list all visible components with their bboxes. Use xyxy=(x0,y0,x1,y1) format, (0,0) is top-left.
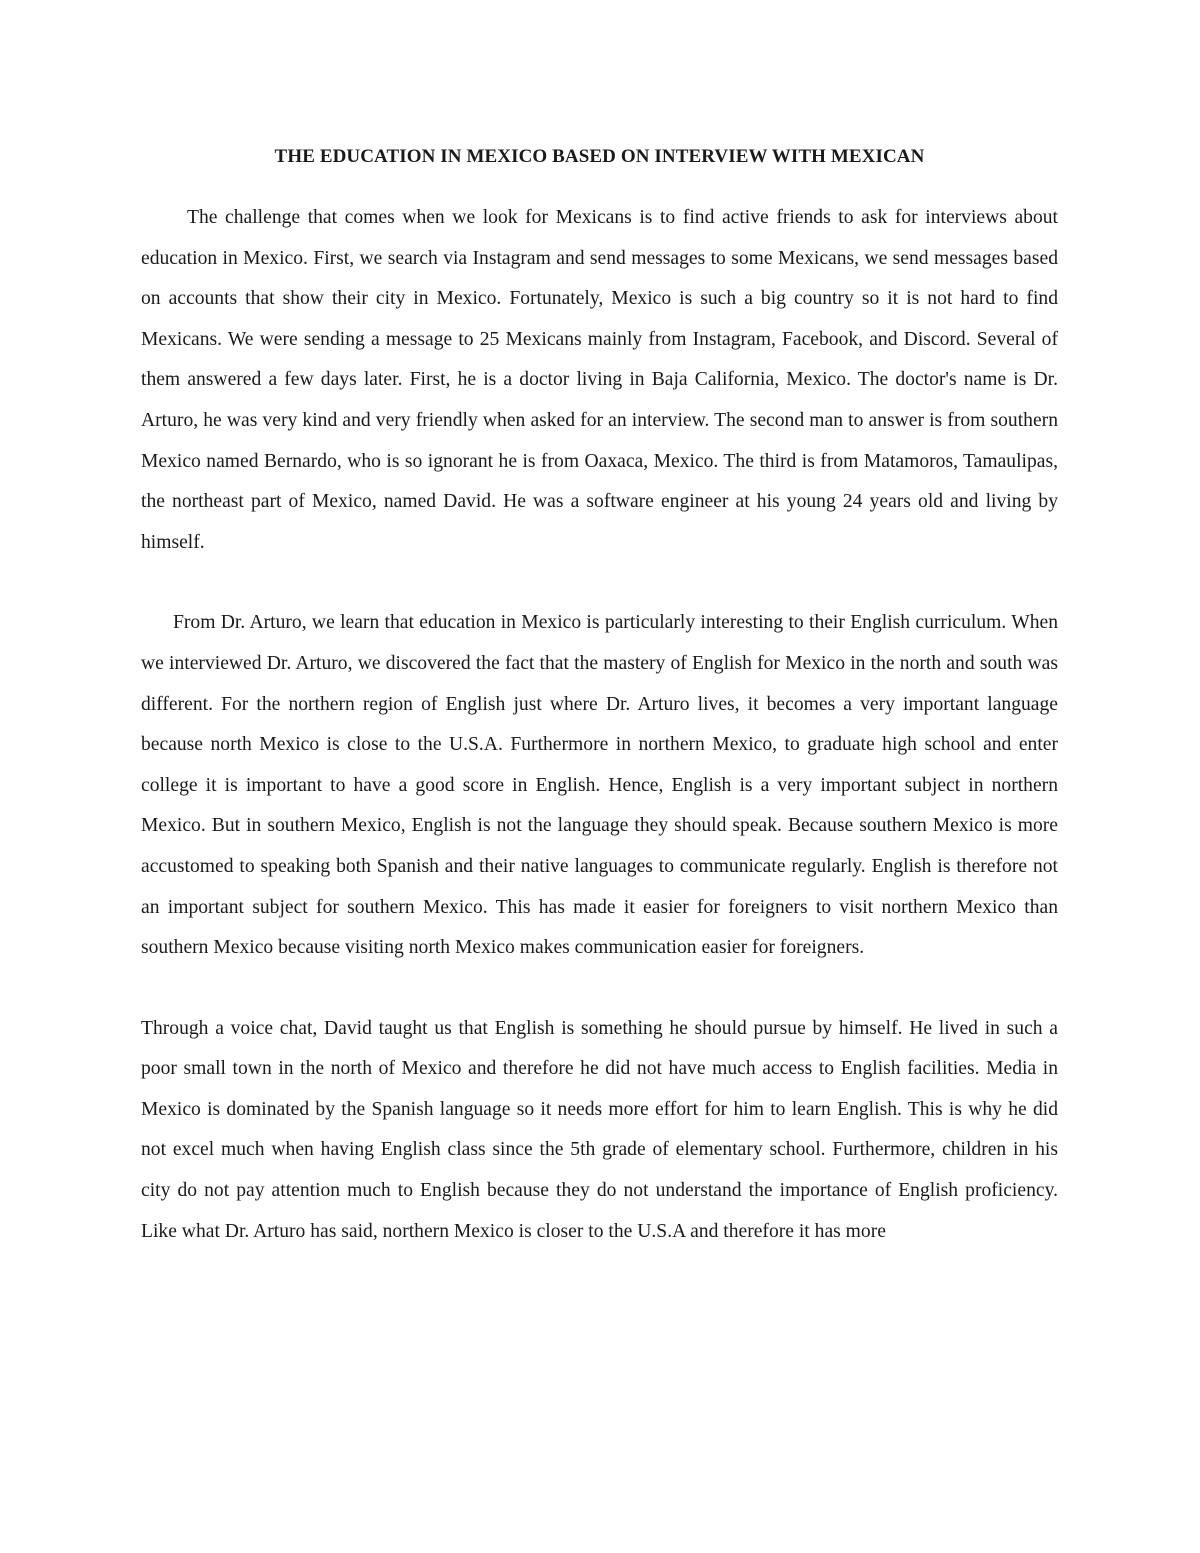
paragraph-david: Through a voice chat, David taught us that English is something he should pursue by himself. He lived in such a poor small town in the north of Mexico and therefore he did not have much access to English facilities. Media in Mexico is dominated by the Spanish language so it needs more effort for him to learn English. This is why he did not excel much when having English class since the 5th grade of elementary school. Furthermore, children in his city do not pay attention much to English because they do not understand the importance of English proficiency. Like what Dr. Arturo has said, northern Mexico is closer to the U.S.A and therefore it has more xyxy=(141,1017,1058,1242)
paragraph-dr-arturo: From Dr. Arturo, we learn that education in Mexico is particularly interesting to their English curriculum. When we interviewed Dr. Arturo, we discovered the fact that the mastery of English for Mexico in the north and south was different. For the northern region of English just where Dr. Arturo lives, it becomes a very important language because north Mexico is close to the U.S.A. Furthermore in northern Mexico, to graduate high school and enter college it is important to have a good score in English. Hence, English is a very important subject in northern Mexico. But in southern Mexico, English is not the language they should speak. Because southern Mexico is more accustomed to speaking both Spanish and their native languages to communicate regularly. English is therefore not an important subject for southern Mexico. This has made it easier for foreigners to visit northern Mexico than southern Mexico because visiting north Mexico makes communication easier for foreigners. xyxy=(141,612,1058,959)
document-title: THE EDUCATION IN MEXICO BASED ON INTERVIEW WITH MEXICAN xyxy=(274,146,925,167)
paragraph-spacer xyxy=(141,969,1058,1009)
document-page xyxy=(141,142,1058,1252)
paragraph-intro: The challenge that comes when we look for Mexicans is to find active friends to ask for interviews about education in Mexico. First, we search via Instagram and send messages to some Mexicans, we send messages based on accounts that show their city in Mexico. Fortunately, Mexico is such a big country so it is not hard to find Mexicans. We were sending a message to 25 Mexicans mainly from Instagram, Facebook, and Discord. Several of them answered a few days later. First, he is a doctor living in Baja California, Mexico. The doctor's name is Dr. Arturo, he was very kind and very friendly when asked for an interview. The second man to answer is from southern Mexico named Bernardo, who is so ignorant he is from Oaxaca, Mexico. The third is from Matamoros, Tamaulipas, the northeast part of Mexico, named David. He was a software engineer at his young 24 years old and living by himself. xyxy=(141,207,1058,553)
paragraph-spacer xyxy=(141,563,1058,603)
